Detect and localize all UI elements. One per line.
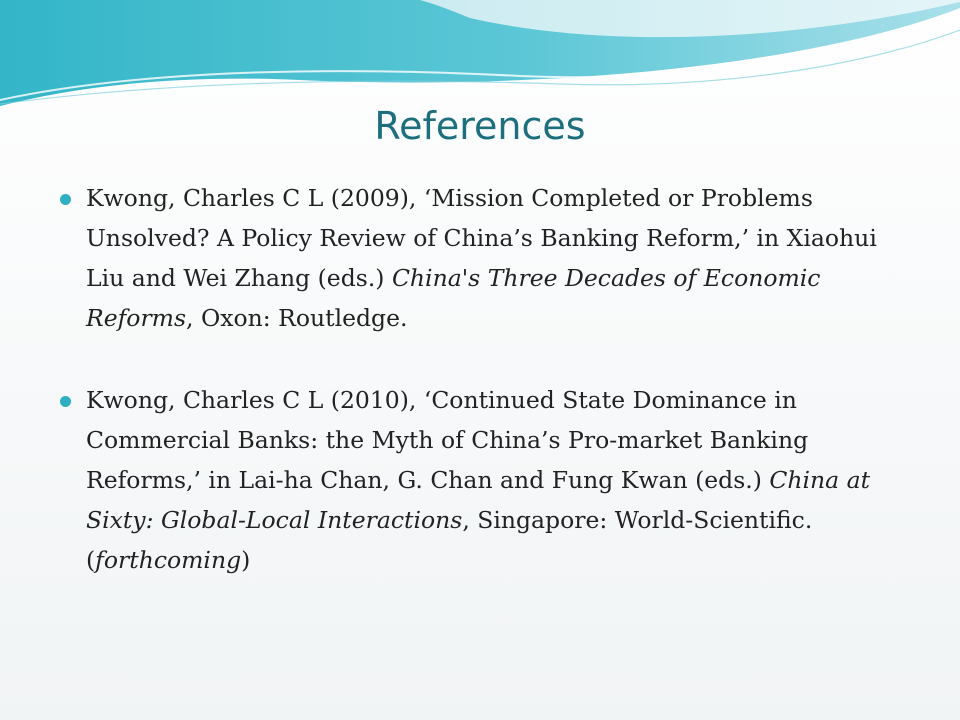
reference-text: Kwong, Charles C L (2010), ‘Continued State Dominance in Commercial Banks: the Myth of China’s Pro-market Banking Reforms,’ in Lai-ha Chan, G. Chan and Fung Kwan (eds.) (86, 386, 809, 494)
reference-item (60, 380, 920, 580)
page-title: References (374, 104, 586, 148)
reference-publisher: , Singapore: World-Scientific. ( (86, 506, 813, 574)
reference-publisher: , Oxon: Routledge. (186, 304, 408, 332)
reference-closing: ) (241, 546, 251, 574)
reference-book-title: China at Sixty: Global-Local Interactions (86, 466, 871, 534)
reference-status: forthcoming (95, 546, 242, 574)
references-list (60, 178, 920, 622)
bullet-icon (60, 396, 71, 407)
reference-item (60, 178, 920, 338)
bullet-icon (60, 194, 71, 205)
reference-book-title: China's Three Decades of Economic Reforms (86, 264, 821, 332)
header-wave-decoration (0, 0, 960, 120)
reference-text: Kwong, Charles C L (2009), ‘Mission Completed or Problems Unsolved? A Policy Review of China’s Banking Reform,’ in Xiaohui Liu and Wei Zhang (eds.) (86, 184, 877, 292)
